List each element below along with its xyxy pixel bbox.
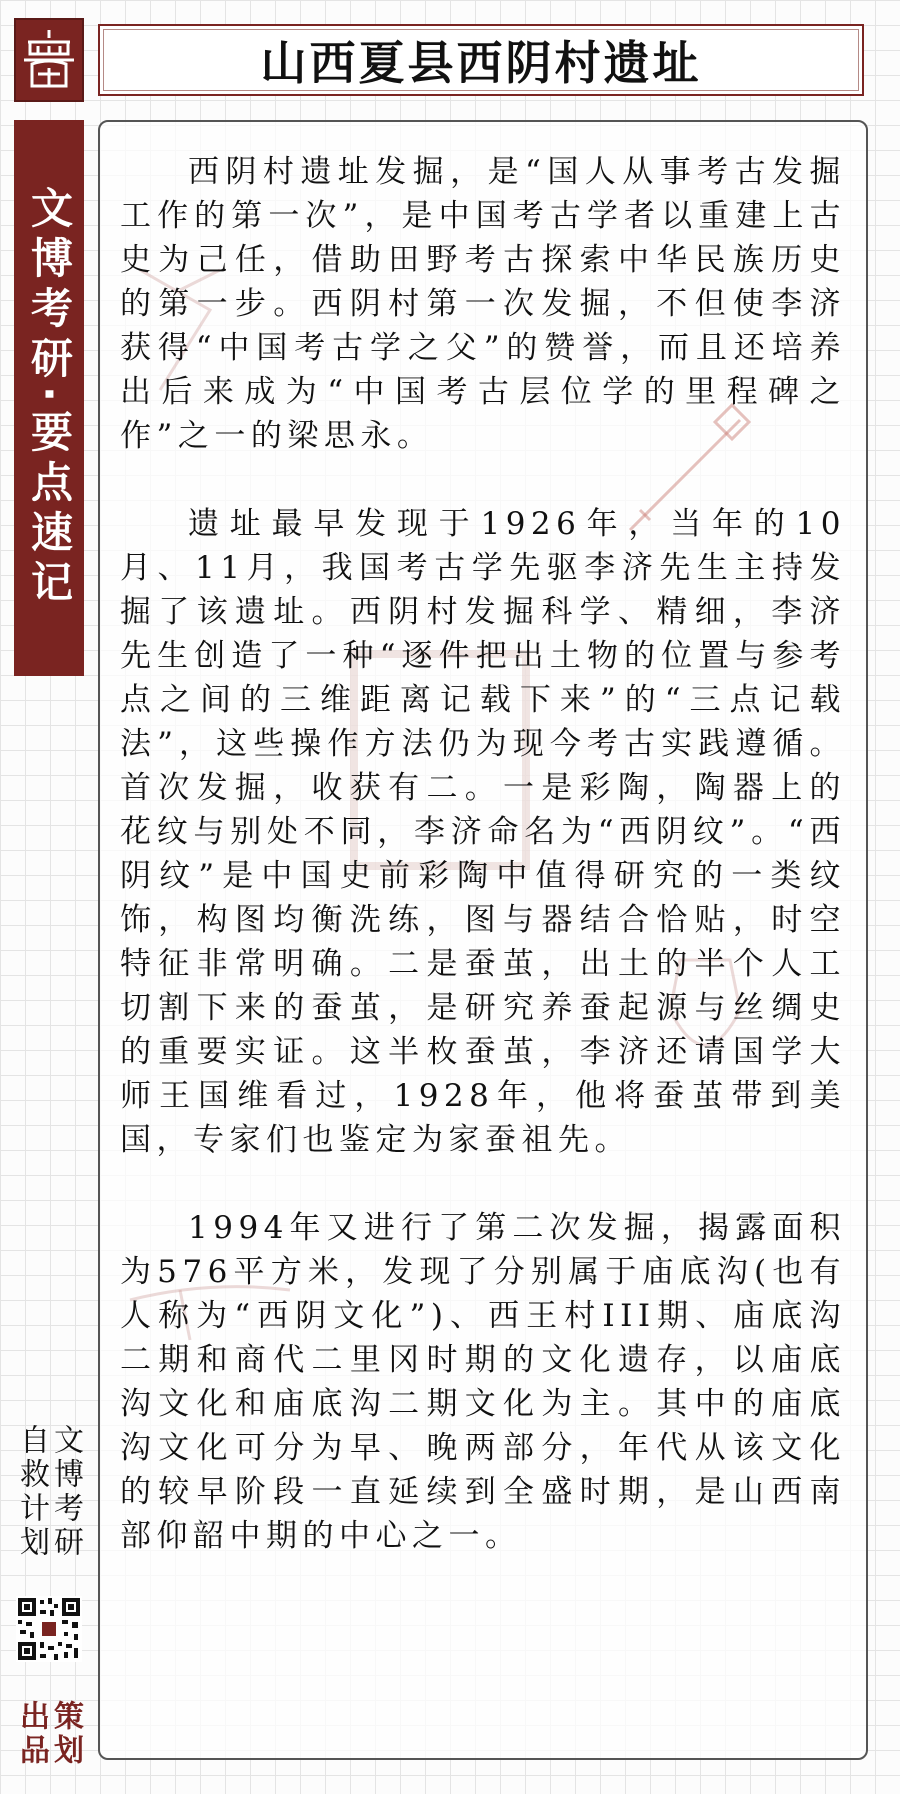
article-body <box>120 150 846 1602</box>
credit-publisher: 文博考研 <box>48 1424 83 1560</box>
side-banner <box>14 120 84 676</box>
paragraph-2: 遗址最早发现于1926年，当年的10月、11月，我国考古学先驱李济先生主持发掘了该遗址。西阴村发掘科学、精细，李济先生创造了一种“逐件把出土物的位置与参考点之间的三维距离记载下来”的“三点记载法”，这些操作方法仍为现今考古实践遵循。首次发掘，收获有二。一是彩陶，陶器上的花纹与别处不同，李济命名为“西阴纹”。“西阴纹”是中国史前彩陶中值得研究的一类纹饰，构图均衡洗练，图与器结合恰贴，时空特征非常明确。二是蚕茧，出土的半个人工切割下来的蚕茧，是研究养蚕起源与丝绸史的重要实证。这半枚蚕茧，李济还请国学大师王国维看过，1928年，他将蚕茧带到美国，专家们也鉴定为家蚕祖先。 <box>120 506 846 1158</box>
credit-project: 自救计划 <box>14 1424 49 1560</box>
credit-producer: 出品 <box>14 1700 49 1768</box>
page-title: 山西夏县西阴村遗址 <box>260 36 702 90</box>
paragraph-3: 1994年又进行了第二次发掘，揭露面积为576平方米，发现了分别属于庙底沟(也有人称为“西阴文化”)、西王村III期、庙底沟二期和商代二里冈时期的文化遗存，以庙底沟文化和庙底沟二期文化为主。其中的庙底沟文化可分为早、晚两部分，年代从该文化的较早阶段一直延续到全盛时期，是山西南部仰韶中期的中心之一。 <box>120 1210 846 1554</box>
qr-code-icon <box>16 1596 82 1662</box>
side-banner-text: 文博考研·要点速记 <box>25 186 74 610</box>
paragraph-1: 西阴村遗址发掘，是“国人从事考古发掘工作的第一次”，是中国考古学者以重建上古史为己任，借助田野考古探索中华民族历史的第一步。西阴村第一次发掘，不但使李济获得“中国考古学之父”的赞誉，而且还培养出后来成为“中国考古层位学的里程碑之作”之一的梁思永。 <box>120 154 846 454</box>
credit-planner: 策划 <box>48 1700 83 1768</box>
seal-logo-icon <box>14 18 84 102</box>
title-banner <box>98 24 864 96</box>
